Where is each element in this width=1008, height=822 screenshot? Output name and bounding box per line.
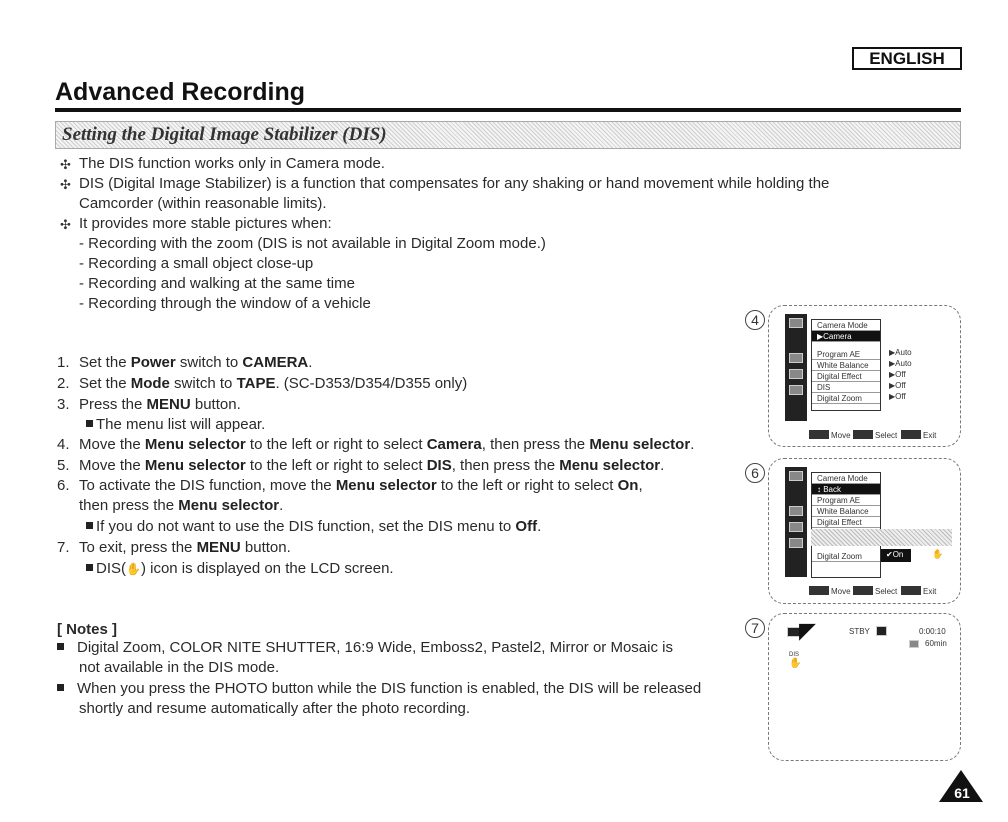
step-7-marker: 7	[745, 618, 765, 638]
step-3: Press the MENU button.	[79, 396, 241, 413]
dis-icon	[789, 385, 803, 395]
menu-item-program-ae[interactable]: Program AE	[812, 495, 880, 506]
step-3-note: The menu list will appear.	[86, 415, 265, 434]
menu-header: Camera Mode	[812, 473, 880, 484]
note-2-cont: shortly and resume automatically after the photo recording.	[79, 700, 471, 717]
lcd-screen-7	[768, 613, 961, 761]
menu-item-white-balance[interactable]: White Balance	[812, 360, 880, 371]
value-program-ae: ▶Auto	[889, 348, 912, 357]
menu-item-program-ae[interactable]: Program AE	[812, 349, 880, 360]
menu-item-digital-effect[interactable]: Digital Effect	[812, 517, 880, 528]
dis-hand-icon: ✋	[126, 562, 141, 576]
footer-move: Move	[809, 586, 851, 596]
note-bullet-icon	[86, 522, 93, 529]
footer-move: Move	[809, 430, 851, 440]
menu-back[interactable]: ↕ Back	[812, 484, 880, 495]
value-digital-effect: ▶Off	[889, 370, 906, 379]
record-arrow-icon: ◤	[799, 618, 816, 643]
intro-line: The DIS function works only in Camera mode.	[79, 155, 385, 172]
step-6-cont: then press the Menu selector.	[79, 497, 284, 514]
step-1: Set the Power switch to CAMERA.	[79, 354, 313, 371]
menu-tab-camera[interactable]: ▶Camera	[812, 331, 880, 342]
note-bullet-icon	[86, 420, 93, 427]
footer-select: Select	[853, 586, 897, 596]
menu-item-digital-zoom[interactable]: Digital Zoom	[812, 393, 880, 404]
title-rule	[55, 108, 961, 112]
intro-line: It provides more stable pictures when:	[79, 215, 332, 232]
select-icon	[853, 586, 873, 595]
intro-line: Camcorder (within reasonable limits).	[79, 195, 327, 212]
step-2: Set the Mode switch to TAPE. (SC-D353/D354/D355 only)	[79, 375, 468, 392]
select-icon	[853, 430, 873, 439]
step-number: 3.	[57, 396, 70, 413]
step-6-note: If you do not want to use the DIS function, set the DIS menu to Off.	[86, 517, 541, 536]
bullet-icon: ✣	[60, 217, 71, 232]
step-7-note: DIS(✋) icon is displayed on the LCD screen.	[86, 559, 394, 579]
menu-item-dis[interactable]: DIS	[812, 382, 880, 393]
footer-exit: Exit	[901, 430, 936, 440]
camera-menu	[811, 472, 881, 578]
menu-header: Camera Mode	[812, 320, 880, 331]
note-1: Digital Zoom, COLOR NITE SHUTTER, 16:9 Wide, Emboss2, Pastel2, Mirror or Mosaic is	[57, 638, 673, 657]
step-6: To activate the DIS function, move the Menu selector to the left or right to select On,	[79, 477, 643, 494]
remaining-time: 60min	[925, 639, 947, 648]
intro-subline: - Recording through the window of a vehicle	[79, 295, 371, 312]
tape-icon	[876, 626, 887, 636]
dis-hand-icon: ✋	[789, 658, 802, 669]
footer-select: Select	[853, 430, 897, 440]
camera-menu	[811, 319, 881, 411]
menu-sidebar	[785, 314, 807, 421]
step-4: Move the Menu selector to the left or right to select Camera, then press the Menu selector.	[79, 436, 695, 453]
effect-icon	[789, 522, 803, 532]
note-bullet-icon	[86, 564, 93, 571]
notes-title: [ Notes ]	[57, 621, 117, 638]
stby-label: STBY	[849, 627, 870, 636]
dis-hand-icon: ✋	[932, 549, 944, 559]
program-icon	[789, 353, 803, 363]
step-6-marker: 6	[745, 463, 765, 483]
camera-icon	[789, 318, 803, 328]
dis-indicator: DIS	[789, 652, 800, 658]
move-icon	[809, 430, 829, 439]
note-2: When you press the PHOTO button while the DIS function is enabled, the DIS will be released	[57, 679, 701, 698]
step-5: Move the Menu selector to the left or right to select DIS, then press the Menu selector.	[79, 457, 665, 474]
intro-subline: - Recording and walking at the same time	[79, 275, 355, 292]
dis-icon	[789, 538, 803, 548]
value-white-balance: ▶Auto	[889, 359, 912, 368]
step-number: 1.	[57, 354, 70, 371]
step-4-marker: 4	[745, 310, 765, 330]
menu-exit-icon	[901, 430, 921, 439]
move-icon	[809, 586, 829, 595]
battery-icon	[909, 640, 919, 648]
bullet-icon: ✣	[60, 157, 71, 172]
note-1-cont: not available in the DIS mode.	[79, 659, 280, 676]
effect-icon	[789, 369, 803, 379]
intro-subline: - Recording a small object close-up	[79, 255, 314, 272]
menu-exit-icon	[901, 586, 921, 595]
page-number: 61	[954, 785, 970, 801]
bullet-icon: ✣	[60, 177, 71, 192]
value-dis: ▶Off	[889, 381, 906, 390]
menu-item-white-balance[interactable]: White Balance	[812, 506, 880, 517]
intro-line: DIS (Digital Image Stabilizer) is a function that compensates for any shaking or hand movement while holding the	[79, 175, 830, 192]
step-number: 6.	[57, 477, 70, 494]
dis-value-on[interactable]: ✔On	[881, 549, 911, 562]
timecode: 0:00:10	[919, 627, 946, 636]
value-digital-zoom: ▶Off	[889, 392, 906, 401]
camera-icon	[789, 471, 803, 481]
step-number: 5.	[57, 457, 70, 474]
step-number: 4.	[57, 436, 70, 453]
footer-exit: Exit	[901, 586, 936, 596]
intro-subline: - Recording with the zoom (DIS is not available in Digital Zoom mode.)	[79, 235, 546, 252]
menu-item-digital-effect[interactable]: Digital Effect	[812, 371, 880, 382]
program-icon	[789, 506, 803, 516]
menu-item-digital-zoom[interactable]: Digital Zoom	[812, 551, 880, 562]
note-bullet-icon	[57, 643, 64, 650]
menu-item-dis-selected[interactable]	[811, 529, 952, 546]
step-number: 2.	[57, 375, 70, 392]
section-banner	[55, 121, 961, 149]
step-7: To exit, press the MENU button.	[79, 539, 291, 556]
lcd-screen-6	[768, 458, 961, 604]
language-label: ENGLISH	[852, 47, 962, 70]
lcd-screen-4	[768, 305, 961, 447]
page-title: Advanced Recording	[55, 78, 306, 106]
note-bullet-icon	[57, 684, 64, 691]
section-title: Setting the Digital Image Stabilizer (DIS)	[62, 124, 387, 145]
step-number: 7.	[57, 539, 70, 556]
